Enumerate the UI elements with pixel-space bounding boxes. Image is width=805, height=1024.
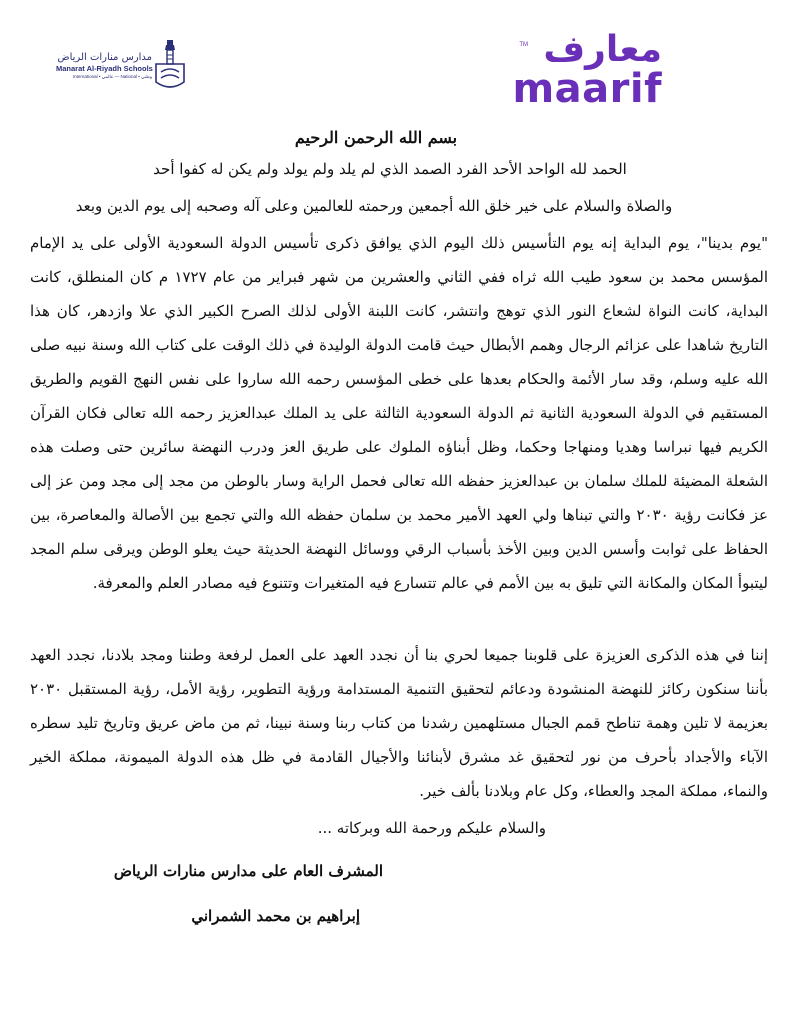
trademark-mark: TM (519, 42, 528, 48)
school-logo (56, 38, 196, 98)
school-name-english: Manarat Al-Riyadh Schools (56, 64, 153, 73)
letter-body (30, 124, 768, 936)
basmala-heading: بسم الله الرحمن الرحيم (294, 128, 458, 147)
maarif-logo-english: maarif (512, 66, 662, 112)
opening-salutation: والصلاة والسلام على خير خلق الله أجمعين ورحمته للعالمين وعلى آله وصحبه إلى يوم الدين وبعد (75, 197, 673, 215)
lighthouse-crest-icon (152, 38, 188, 94)
maarif-logo (512, 29, 670, 112)
school-logo-subtitle: International • عالمي — National • وطني (72, 74, 152, 79)
maarif-logo-arabic: معارف (543, 29, 662, 70)
opening-praise: الحمد لله الواحد الأحد الفرد الصمد الذي لم يلد ولم يولد ولم يكن له كفوا أحد (153, 160, 627, 178)
closing-greeting: والسلام عليكم ورحمة الله وبركاته ... (317, 819, 546, 837)
signer-title: المشرف العام على مدارس منارات الرياض (113, 862, 383, 880)
school-name-arabic: مدارس منارات الرياض (57, 52, 152, 63)
paragraph-founding-day: "يوم بدينا"، يوم البداية إنه يوم التأسيس ذلك اليوم الذي يوافق ذكرى تأسيس الدولة السعودية الأولى على يد الإمام المؤسس محمد بن سعود طيب الله ثراه ففي الثاني والعشرين من شهر فبراير من عام ١٧٢٧ م كان المنطلق، كانت البداية، كانت النواة لشعاع النور الذي توهج وانتشر، كانت اللبنة الأولى لذلك الصرح الكبير الذي علا وازدهر، كان هذا التاريخ شاهدا على عزائم الرجال وهمم الأبطال حيث قامت الدولة الوليدة في ذلك الوقت على كتاب الله وسنة نبيه صلى الله عليه وسلم، وقد سار الأئمة والحكام بعدها على خطى المؤسس رحمه الله ساروا على نفس النهج القويم والطريق المستقيم في الدولة السعودية الثانية ثم الدولة السعودية الثالثة على يد الملك عبدالعزيز رحمه الله تعالى فكان القرآن الكريم فيها نبراسا وهديا ومنهاجا وحكما، وظل أبناؤه الملوك على طريق العز ودرب النهضة سائرين حتى وصلت هذه الشعلة المضيئة للملك سلمان بن عبدالعزيز حفظه الله تعالى فحمل الراية وسار بالوطن من مجد إلى مجد ومن عز إلى عز فكانت رؤية ٢٠٣٠ والتي تبناها ولي العهد الأمير محمد بن سلمان حفظه الله والتي تجمع بين الأصالة والمعاصرة، بين الحفاظ على ثوابت وأسس الدين وبين الأخذ بأسباب الرقي ووسائل النهضة الحديثة حيث يعلو الوطن ويرقى سلم المجد ليتبوأ المكان والمكانة التي تليق به بين الأمم في عالم تتسارع فيه المتغيرات وتتنوع فيه مصادر العلم والمعرفة. (30, 234, 768, 592)
paragraph-pledge: إننا في هذه الذكرى العزيزة على قلوبنا جميعا لحري بنا أن نجدد العهد على العمل لرفعة وطننا ومجد بلادنا، نجدد العهد بأننا سنكون ركائز للنهضة المنشودة ودعائم لتحقيق التنمية المستدامة ورؤية التطوير، رؤية الأمل، رؤية المستقبل ٢٠٣٠ بعزيمة لا تلين وهمة تناطح قمم الجبال مستلهمين رشدنا من كتاب ربنا وسنة نبينا، ثم من ماض عريق وتاريخ تليد سطره الآباء والأجداد بأحرف من نور لتحقيق غد مشرق لأبنائنا والأجيال القادمة في ظل هذه الدولة الميمونة، مملكة الخير والنماء، مملكة المجد والعطاء، وكل عام وبلادنا بألف خير. (30, 646, 768, 800)
signer-name: إبراهيم بن محمد الشمراني (191, 907, 360, 925)
